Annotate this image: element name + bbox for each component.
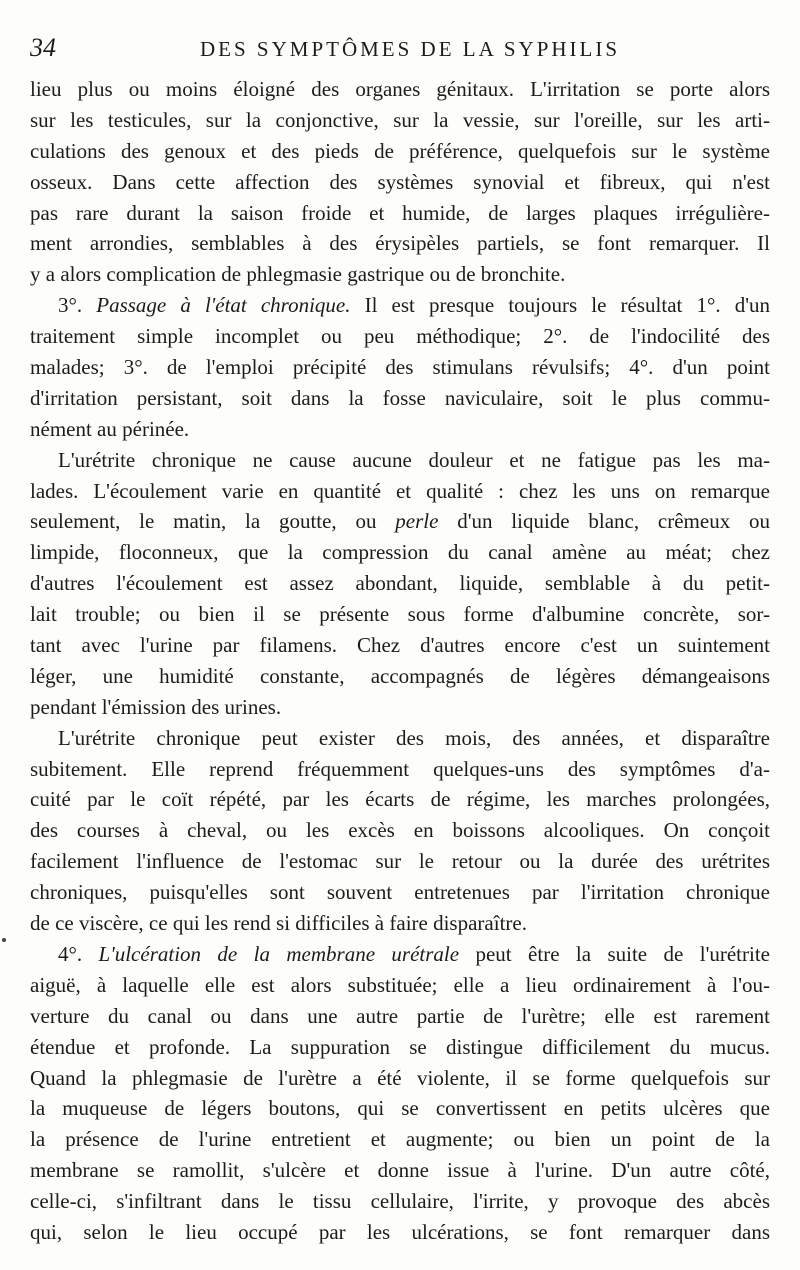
text-line: étendue et profonde. La suppuration se distingue difficilement du mucus. <box>30 1034 770 1059</box>
text-line: celle-ci, s'infiltrant dans le tissu cellulaire, l'irrite, y provoque des abcès <box>30 1189 770 1214</box>
text-line: verture du canal ou dans une autre partie de l'urètre; elle est rarement <box>30 1003 770 1028</box>
text-line: limpide, floconneux, que la compression du canal amène au méat; chez <box>30 540 770 565</box>
text-line: traitement simple incomplet ou peu méthodique; 2°. de l'indocilité des <box>30 324 770 349</box>
margin-dot <box>2 938 6 942</box>
text-line: culations des genoux et des pieds de préférence, quelquefois sur le système <box>30 138 770 163</box>
text-line: sur les testicules, sur la conjonctive, sur la vessie, sur l'oreille, sur les arti- <box>30 107 770 132</box>
section-heading-italic: L'ulcération de la membrane urétrale <box>98 941 460 966</box>
text-line: seulement, le matin, la goutte, ou perle d'un liquide blanc, crêmeux ou <box>30 509 770 534</box>
section-heading-italic: Passage à l'état chronique. <box>96 293 351 318</box>
text-line: chroniques, puisqu'elles sont souvent entretenues par l'irritation chronique <box>30 880 770 905</box>
text-line: d'irritation persistant, soit dans la fosse naviculaire, soit le plus commu- <box>30 385 770 410</box>
text-line: des courses à cheval, ou les excès en boissons alcooliques. On conçoit <box>30 818 770 843</box>
text-line: d'autres l'écoulement est assez abondant, liquide, semblable à du petit- <box>30 571 770 596</box>
text-line: ment arrondies, semblables à des érysipèles partiels, se font remarquer. Il <box>30 231 770 256</box>
page-number: 34 <box>30 33 56 62</box>
text-line: L'urétrite chronique peut exister des mois, des années, et disparaître <box>58 725 770 750</box>
text-line: lades. L'écoulement varie en quantité et qualité : chez les uns on remarque <box>30 478 770 503</box>
text-line: nément au périnée. <box>30 416 190 441</box>
text-line: léger, une humidité constante, accompagnés de légères démangeaisons <box>30 663 770 688</box>
section-heading-line: 4°. L'ulcération de la membrane urétrale peut être la suite de l'urétrite <box>58 941 770 966</box>
body-text <box>30 74 770 1248</box>
text-line: osseux. Dans cette affection des systèmes synovial et fibreux, qui n'est <box>30 169 770 194</box>
text-line: tant avec l'urine par filamens. Chez d'autres encore c'est un suintement <box>30 633 770 658</box>
text-line: pendant l'émission des urines. <box>30 694 282 719</box>
text-line: aiguë, à laquelle elle est alors substituée; elle a lieu ordinairement à l'ou- <box>30 972 770 997</box>
text-line: lait trouble; ou bien il se présente sous forme d'albumine concrète, sor- <box>30 602 770 627</box>
text-line: lieu plus ou moins éloigné des organes génitaux. L'irritation se porte alors <box>30 77 770 101</box>
text-line: qui, selon le lieu occupé par les ulcérations, se font remarquer dans <box>30 1219 770 1244</box>
text-line: subitement. Elle reprend fréquemment quelques-uns des symptômes d'a- <box>30 756 770 781</box>
text-line: facilement l'influence de l'estomac sur le retour ou la durée des urétrites <box>30 849 770 874</box>
text-line: membrane se ramollit, s'ulcère et donne issue à l'urine. D'un autre côté, <box>30 1158 770 1183</box>
running-title: DES SYMPTÔMES DE LA SYPHILIS <box>200 37 621 61</box>
text-line: pas rare durant la saison froide et humide, de larges plaques irrégulière- <box>30 200 770 225</box>
text-line: la présence de l'urine entretient et augmente; ou bien un point de la <box>30 1127 770 1152</box>
italic-word: perle <box>395 509 439 534</box>
text-line: malades; 3°. de l'emploi précipité des stimulans révulsifs; 4°. d'un point <box>30 355 770 380</box>
text-line: L'urétrite chronique ne cause aucune douleur et ne fatigue pas les ma- <box>58 447 770 472</box>
text-line: de ce viscère, ce qui les rend si difficiles à faire disparaître. <box>30 911 527 936</box>
text-line: y a alors complication de phlegmasie gastrique ou de bronchite. <box>30 262 566 287</box>
section-heading-line: 3°. Passage à l'état chronique. Il est presque toujours le résultat 1°. d'un <box>58 293 770 318</box>
text-line: cuité par le coït répété, par les écarts de régime, les marches prolongées, <box>30 787 770 812</box>
text-line: la muqueuse de légers boutons, qui se convertissent en petits ulcères que <box>30 1096 770 1121</box>
page-header <box>30 34 770 64</box>
text-line: Quand la phlegmasie de l'urètre a été violente, il se forme quelquefois sur <box>30 1065 770 1090</box>
